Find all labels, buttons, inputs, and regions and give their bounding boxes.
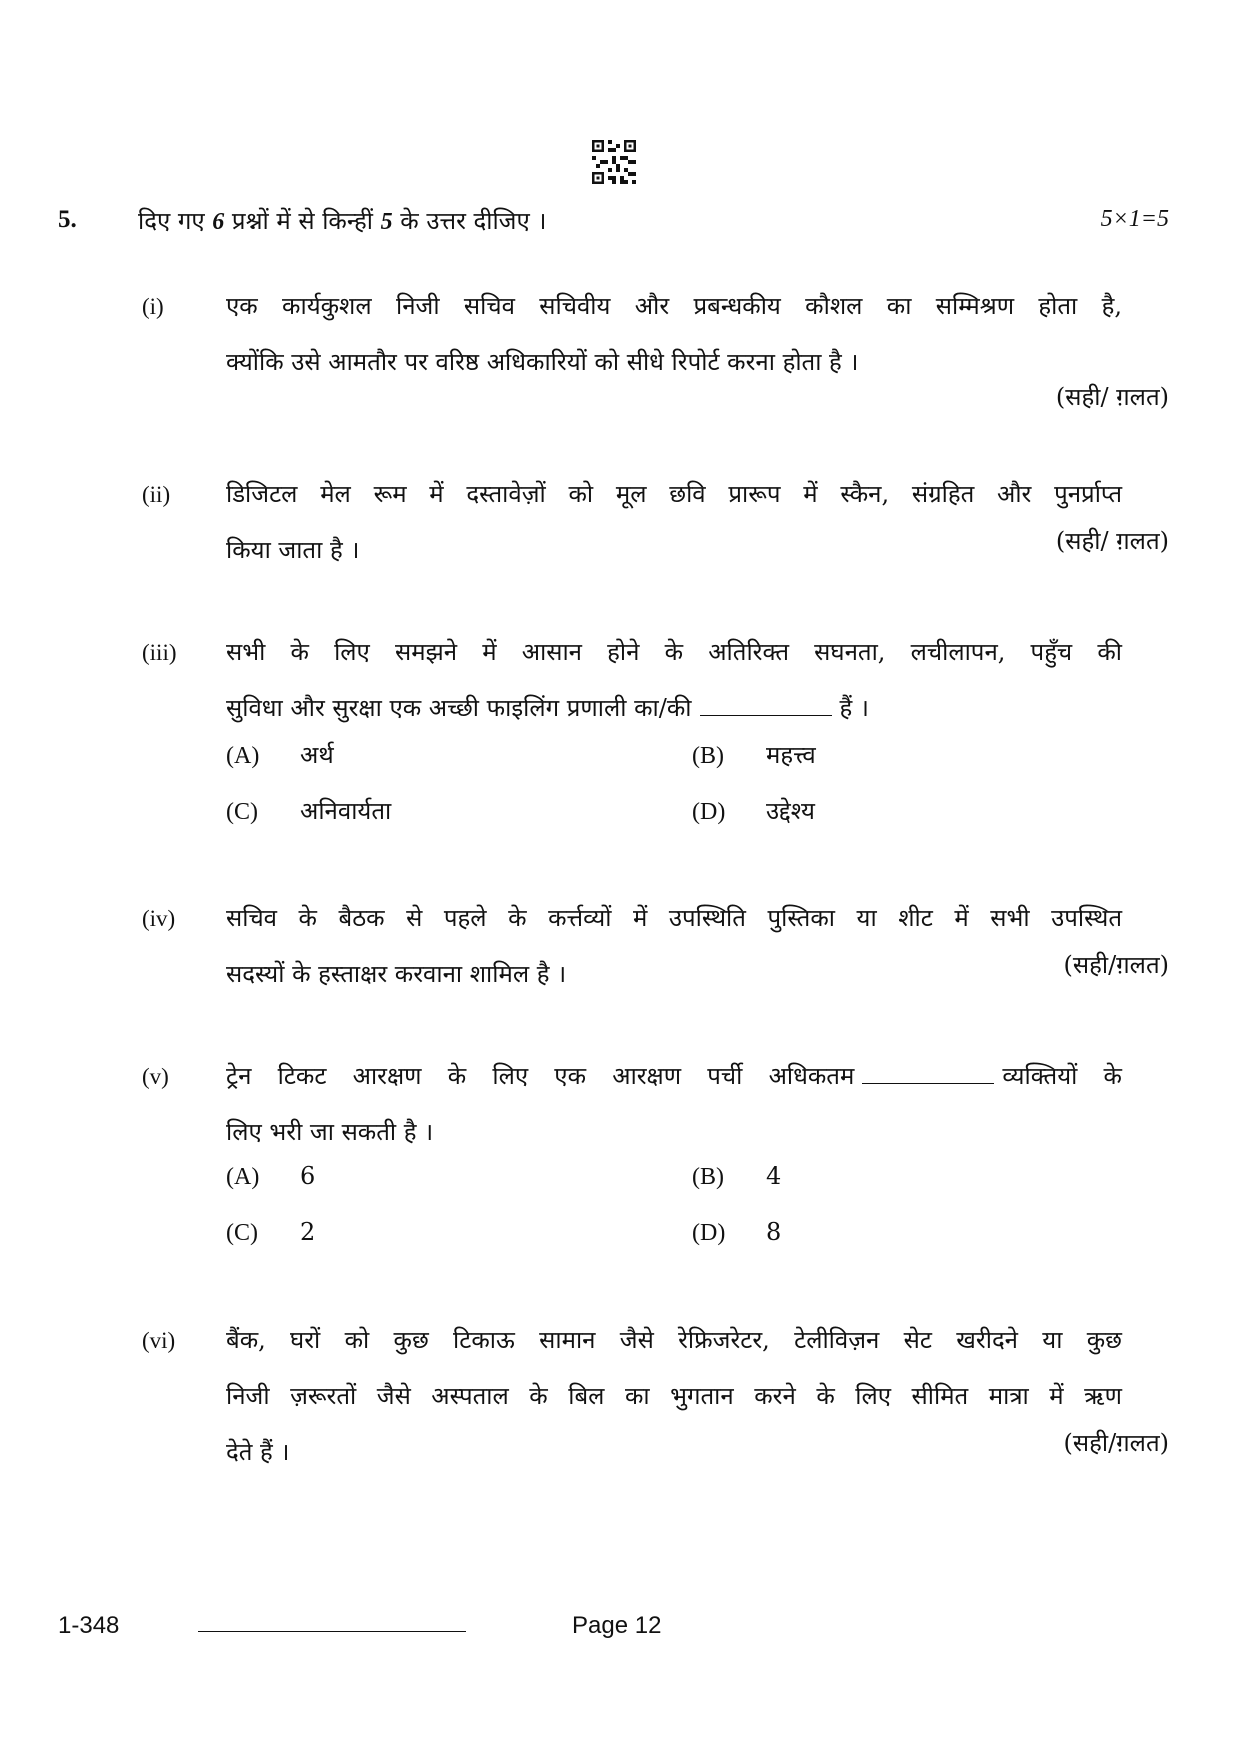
true-false-label: (सही/ग़लत) (1063, 951, 1169, 979)
marks-allocation: 5×1=5 (1100, 206, 1169, 232)
page-number: Page 12 (572, 1612, 662, 1639)
item-text: बैंक, घरों को कुछ टिकाऊ सामान जैसे रेफ्रिजरेटर, टेलीविज़न सेट खरीदने या कुछ निजी ज़रूरतों जैसे अस्पताल के बिल का भुगतान करने के लिए सीमित मात्रा में ऋण देते हैं । (226, 1326, 1122, 1466)
item-number: (ii) (142, 482, 171, 507)
true-false-label: (सही/ ग़लत) (1055, 527, 1169, 555)
footer-divider (198, 1631, 466, 1632)
option-c: (C) 2 (226, 1218, 316, 1246)
option-a: (A) अर्थ (226, 741, 334, 769)
item-text: ट्रेन टिकट आरक्षण के लिए एक आरक्षण पर्ची अधिकतम व्यक्तियों के लिए भरी जा सकती है । (226, 1062, 1122, 1146)
true-false-label: (सही/ ग़लत) (1055, 383, 1169, 411)
qr-code-icon (592, 140, 636, 184)
item-number: (v) (142, 1064, 169, 1089)
item-text: सचिव के बैठक से पहले के कर्त्तव्यों में उपस्थिति पुस्तिका या शीट में सभी उपस्थित सदस्यों के हस्ताक्षर करवाना शामिल है । (226, 904, 1122, 988)
item-text: डिजिटल मेल रूम में दस्तावेज़ों को मूल छवि प्रारूप में स्कैन, संग्रहित और पुनर्प्राप्त किया जाता है । (226, 480, 1122, 564)
paper-code: 1-348 (58, 1612, 120, 1639)
answer-blank (700, 695, 832, 716)
option-b: (B) 4 (692, 1162, 782, 1190)
item-number: (iv) (142, 906, 176, 931)
option-d: (D) उद्देश्य (692, 797, 815, 825)
option-d: (D) 8 (692, 1218, 782, 1246)
item-number: (iii) (142, 640, 177, 665)
question-number: 5. (58, 206, 77, 233)
question-instruction: दिए गए 6 प्रश्नों में से किन्हीं 5 के उत्तर दीजिए । (138, 207, 547, 235)
item-text: एक कार्यकुशल निजी सचिव सचिवीय और प्रबन्धकीय कौशल का सम्मिश्रण होता है, क्योंकि उसे आमतौर पर वरिष्ठ अधिकारियों को सीधे रिपोर्ट करना होता है । (226, 292, 1122, 376)
item-number: (vi) (142, 1328, 176, 1353)
true-false-label: (सही/ग़लत) (1063, 1429, 1169, 1457)
option-b: (B) महत्त्व (692, 741, 816, 769)
item-number: (i) (142, 294, 164, 319)
answer-blank (862, 1063, 994, 1084)
option-c: (C) अनिवार्यता (226, 797, 392, 825)
item-text: सभी के लिए समझने में आसान होने के अतिरिक्त सघनता, लचीलापन, पहुँच की सुविधा और सुरक्षा एक अच्छी फाइलिंग प्रणाली का/की हैं । (226, 638, 1122, 722)
option-a: (A) 6 (226, 1162, 316, 1190)
